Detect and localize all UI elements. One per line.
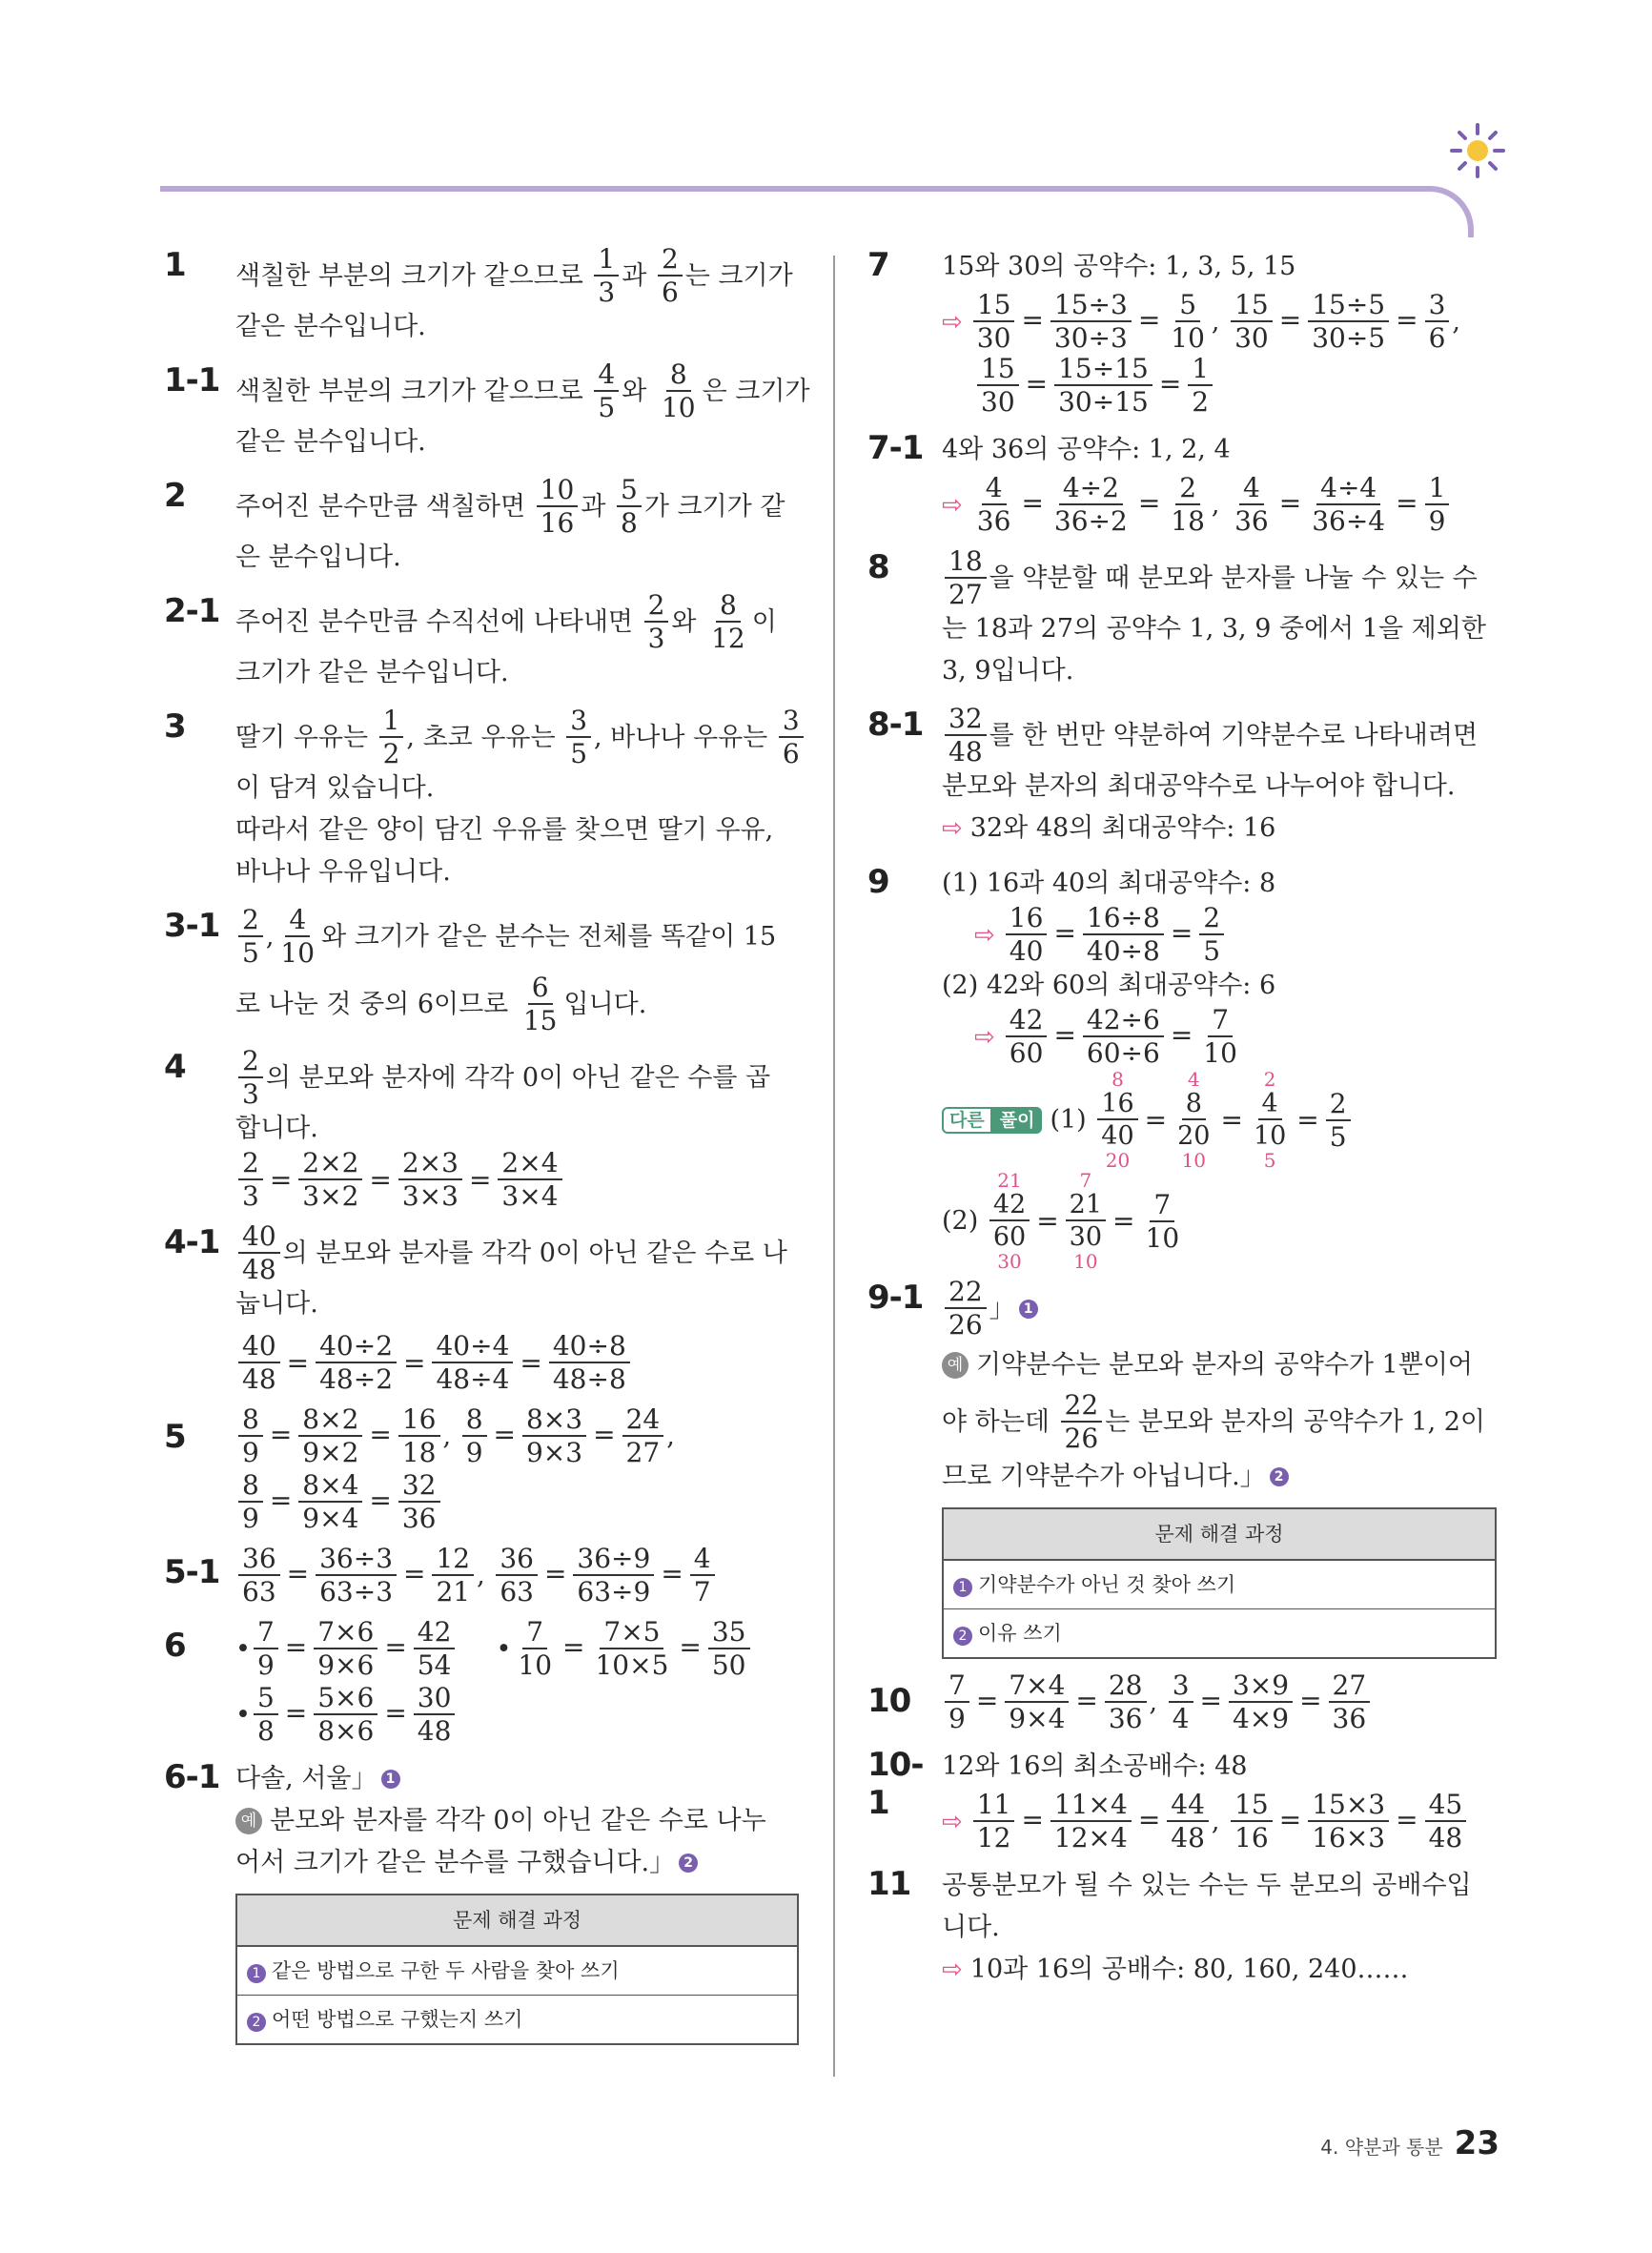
fraction: $\frac{3}{5}$ (566, 707, 591, 768)
column-divider (833, 256, 835, 2077)
problem-number: 1-1 (164, 361, 220, 399)
text: 어서 크기가 같은 분수를 구했습니다.」 (235, 1848, 676, 1877)
cancel-chain: 8 16 40 20 = 4 8 20 10 = 2 4 10 5 = $\frac{2}{5}$ (1094, 1070, 1353, 1172)
chapter-title: 4. 약분과 통분 (1320, 2136, 1443, 2159)
fraction: $\frac{40}{48}$ (238, 1333, 280, 1393)
problem-11 (867, 1865, 1497, 1991)
box-row: 이유 쓰기 (978, 1622, 1062, 1645)
text: 과 (581, 491, 606, 522)
equation: $\frac{36}{63}$ = $\frac{36\div 3}{63\div 3}$ = $\frac{12}{21}$ (235, 1546, 477, 1606)
fraction: $\frac{1}{3}$ (594, 246, 619, 306)
fraction: $\frac{8\times 2}{9\times 2}$ (298, 1406, 362, 1466)
left-column (164, 243, 810, 2045)
right-column (867, 246, 1497, 1991)
fraction: $\frac{42}{60}$ (1006, 1007, 1048, 1067)
fraction: $\frac{2}{5}$ (1199, 905, 1224, 965)
text: 와 (622, 376, 647, 406)
fraction: $\frac{18}{27}$ (945, 548, 987, 608)
text: 4와 36의 공약수: 1, 2, 4 (942, 435, 1231, 464)
fraction: $\frac{1}{2}$ (379, 707, 404, 768)
text: 로 나눈 것 중의 6이므로 (235, 989, 509, 1019)
cancelled-fraction: 21 42 60 30 (989, 1171, 1030, 1273)
fraction: $\frac{27}{36}$ (1329, 1672, 1371, 1732)
fraction: $\frac{22}{26}$ (945, 1279, 987, 1339)
text: 은 분수입니다. (235, 543, 401, 572)
fraction: $\frac{8\times 4}{9\times 4}$ (298, 1472, 362, 1532)
equation: $\frac{7}{10}$ = $\frac{7\times 5}{10\times 5}$ = $\frac{35}{50}$ (511, 1619, 752, 1679)
problem-number: 3 (164, 707, 186, 746)
fraction: $\frac{3}{4}$ (1169, 1672, 1193, 1732)
equation: $\frac{15}{30}$ = $\frac{15\div 5}{30\div 5}$ = $\frac{3}{6}$ (1228, 292, 1452, 352)
text: 같은 분수입니다. (235, 427, 426, 457)
arrow-icon: ⇨ (942, 307, 963, 337)
problem-7-1: 7-1 4와 36의 공약수: 1, 2, 4 ⇨ $\frac{4}{36}$ = $\frac{4\div 2}{36\div 2}$ = $\frac{2}{18}$ , $\frac{4}{36}$ = $\frac{4\div 4}{36\div 4}$ = $\frac{1}{9}$ (867, 429, 1497, 535)
fraction: $\frac{2\times 4}{3\times 4}$ (498, 1150, 561, 1210)
fraction: $\frac{45}{48}$ (1425, 1792, 1467, 1852)
fraction: $\frac{35}{50}$ (708, 1619, 750, 1679)
text: 3, 9입니다. (942, 656, 1074, 686)
fraction: $\frac{3\times 9}{4\times 9}$ (1229, 1672, 1293, 1732)
fraction: $\frac{16\div 8}{40\div 8}$ (1083, 905, 1164, 965)
fraction: $\frac{7\times 5}{10\times 5}$ (595, 1616, 669, 1681)
fraction: $\frac{3}{6}$ (1425, 292, 1450, 352)
problem-9-1: 9-1 $\frac{22}{26}$ 」 1 예 기약분수는 분모와 분자의 공약수가 1뿐이어 야 하는데 $\frac{22}{26}$ 는 분모와 분자의 공약수가 1, 2이 므로 기약분수가 아닙니다.」 2 문제 해결 과정 1 기약분수가 아닌 것 찾아 쓰기 2 이유 쓰기 (867, 1279, 1497, 1659)
fraction: $\frac{2}{3}$ (238, 1048, 263, 1108)
fraction: $\frac{8\times 3}{9\times 3}$ (522, 1406, 586, 1466)
text: 12와 16의 최소공배수: 48 (942, 1751, 1248, 1781)
fraction: $\frac{2}{5}$ (238, 907, 263, 967)
fraction: $\frac{11}{12}$ (973, 1792, 1015, 1852)
problem-number: 9 (867, 863, 889, 901)
problem-3 (164, 707, 799, 893)
text: 크기가 같은 분수입니다. (235, 658, 509, 687)
equation: $\frac{4}{36}$ = $\frac{4\div 2}{36\div 2}$ = $\frac{2}{18}$ (970, 475, 1212, 535)
problem-number: 4-1 (164, 1223, 220, 1261)
fraction: $\frac{15\div 3}{30\div 3}$ (1050, 292, 1132, 352)
fraction: $\frac{24}{27}$ (622, 1406, 664, 1466)
problem-number: 2-1 (164, 592, 220, 630)
text: 합니다. (235, 1114, 318, 1143)
equation: $\frac{7}{9}$ = $\frac{7\times 4}{9\times 4}$ = $\frac{28}{36}$ (942, 1672, 1150, 1732)
text: (2) (942, 1206, 979, 1236)
problem-number: 5-1 (164, 1553, 220, 1591)
equation: $\frac{5}{8}$ = $\frac{5\times 6}{8\times 6}$ = $\frac{30}{48}$ (251, 1685, 459, 1745)
text: 의 분모와 분자에 각각 0이 아닌 같은 수를 곱 (265, 1062, 771, 1093)
text: 분모와 분자의 최대공약수로 나누어야 합니다. (942, 771, 1456, 801)
fraction: $\frac{40\div 4}{48\div 4}$ (432, 1333, 513, 1393)
text: 주어진 분수만큼 수직선에 나타내면 (235, 606, 633, 637)
fraction: $\frac{8}{9}$ (238, 1472, 263, 1532)
fraction: $\frac{30}{48}$ (414, 1685, 456, 1745)
fraction: $\frac{15}{30}$ (977, 356, 1019, 416)
fraction: $\frac{16}{40}$ (1006, 905, 1048, 965)
problem-10: 10 $\frac{7}{9}$ = $\frac{7\times 4}{9\times 4}$ = $\frac{28}{36}$ , $\frac{3}{4}$ = $\frac{3\times 9}{4\times 9}$ = $\frac{27}{36}$ (867, 1672, 1497, 1732)
equation: $\frac{42}{60}$ = $\frac{42\div 6}{60\div 6}$ = $\frac{7}{10}$ (1003, 1007, 1244, 1067)
problem-number: 6-1 (164, 1758, 220, 1796)
equation: $\frac{8}{9}$ = $\frac{8\times 4}{9\times 4}$ = $\frac{32}{36}$ (235, 1472, 443, 1532)
solution-process-box: 문제 해결 과정 1 기약분수가 아닌 것 찾아 쓰기 2 이유 쓰기 (942, 1507, 1497, 1659)
fraction: $\frac{36}{63}$ (496, 1546, 538, 1606)
fraction: $\frac{5}{10}$ (1171, 289, 1205, 354)
problem-number: 6 (164, 1627, 186, 1665)
solution-process-box: 문제 해결 과정 1 같은 방법으로 구한 두 사람을 찾아 쓰기 2 어떤 방법으로 구했는지 쓰기 (235, 1894, 799, 2045)
problem-6-1 (164, 1758, 799, 2045)
fraction: $\frac{40}{48}$ (238, 1223, 280, 1283)
cancelled-fraction: 2 4 10 5 (1253, 1067, 1287, 1172)
text: 과 (622, 260, 647, 291)
problem-number: 7-1 (867, 429, 924, 467)
equation: $\frac{7}{9}$ = $\frac{7\times 6}{9\times 6}$ = $\frac{42}{54}$ (251, 1619, 459, 1679)
box-row: 어떤 방법으로 구했는지 쓰기 (272, 2008, 523, 2031)
problem-number: 9-1 (867, 1279, 924, 1317)
equation: $\frac{36}{63}$ = $\frac{36\div 9}{63\div 9}$ = $\frac{4}{7}$ (493, 1546, 717, 1606)
text: (2) 42와 60의 최대공약수: 6 (942, 971, 1276, 1000)
cancelled-fraction: 4 8 20 10 (1177, 1067, 1211, 1172)
problem-number: 11 (867, 1865, 911, 1903)
text: 가 크기가 같 (643, 491, 785, 522)
fraction: $\frac{16}{18}$ (398, 1406, 440, 1466)
fraction: $\frac{15}{30}$ (1231, 292, 1273, 352)
text: 분모와 분자를 각각 0이 아닌 같은 수로 나누 (270, 1806, 766, 1835)
box-row: 같은 방법으로 구한 두 사람을 찾아 쓰기 (272, 1959, 620, 1982)
box-row: 기약분수가 아닌 것 찾아 쓰기 (978, 1573, 1236, 1596)
problem-4 (164, 1045, 799, 1212)
fraction: $\frac{5\times 6}{8\times 6}$ (314, 1685, 377, 1745)
problem-3-1: 3-1 $\frac{2}{5}$ , $\frac{4}{10}$ 와 크기가 같은 분수는 전체를 똑같이 15 로 나눈 것 중의 6이므로 $\frac{6}{15}$ 입니다. (164, 904, 777, 1036)
example-badge: 예 (235, 1808, 262, 1834)
fraction: $\frac{4}{36}$ (976, 472, 1011, 537)
problem-8 (867, 545, 1497, 692)
fraction: $\frac{7}{9}$ (254, 1619, 278, 1679)
other-solution-badge: 다른 풀이 (942, 1099, 1042, 1141)
fraction: $\frac{8}{10}$ (661, 358, 696, 423)
problem-10-1: 10-1 12와 16의 최소공배수: 48 ⇨ $\frac{11}{12}$ = $\frac{11\times 4}{12\times 4}$ = $\frac{44}{48}$ , $\frac{15}{16}$ = $\frac{15\times 3}{16\times 3}$ = $\frac{45}{48}$ (867, 1746, 1497, 1852)
fraction: $\frac{32}{36}$ (398, 1472, 440, 1532)
text: 같은 분수입니다. (235, 312, 426, 341)
sun-icon (1449, 122, 1506, 179)
fraction: $\frac{42\div 6}{60\div 6}$ (1083, 1007, 1164, 1067)
problem-number: 8-1 (867, 706, 924, 744)
step-badge: 2 (679, 1854, 698, 1873)
fraction: $\frac{4\div 2}{36\div 2}$ (1053, 472, 1128, 537)
text: 와 (671, 606, 697, 637)
fraction: $\frac{40\div 8}{48\div 8}$ (549, 1333, 630, 1393)
fraction: $\frac{4}{7}$ (690, 1546, 715, 1606)
text: 딸기 우유는 (235, 722, 368, 752)
fraction: $\frac{32}{48}$ (945, 706, 987, 766)
equation: $\frac{15}{30}$ = $\frac{15\div 3}{30\div 3}$ = $\frac{5}{10}$ (970, 292, 1212, 352)
fraction: $\frac{7}{9}$ (945, 1672, 969, 1732)
fraction: $\frac{15}{16}$ (1231, 1792, 1273, 1852)
example-badge: 예 (942, 1352, 969, 1379)
cancelled-fraction: 7 21 30 10 (1066, 1171, 1106, 1273)
fraction: $\frac{8}{12}$ (711, 589, 745, 654)
text: 색칠한 부분의 크기가 같으므로 (235, 260, 583, 291)
problem-5-1: 5-1 $\frac{36}{63}$ = $\frac{36\div 3}{63\div 3}$ = $\frac{12}{21}$ , $\frac{36}{63}$ = $\frac{36\div 9}{63\div 9}$ = $\frac{4}{7}$ (164, 1546, 799, 1606)
step-badge: 2 (1270, 1467, 1289, 1486)
equation: $\frac{16}{40}$ = $\frac{16\div 8}{40\div 8}$ = $\frac{2}{5}$ (1003, 905, 1227, 965)
problem-number: 10-1 (867, 1746, 924, 1822)
step-badge: 1 (381, 1770, 400, 1789)
problem-4-1 (164, 1220, 799, 1395)
cancelled-fraction: 8 16 40 20 (1097, 1070, 1137, 1172)
equation: $\frac{15}{16}$ = $\frac{15\times 3}{16\times 3}$ = $\frac{45}{48}$ (1228, 1792, 1469, 1852)
text: 따라서 같은 양이 담긴 우유를 찾으면 딸기 우유, (235, 815, 774, 845)
text: 의 분모와 분자를 각각 0이 아닌 같은 수로 나 (282, 1238, 787, 1268)
fraction: $\frac{2\times 3}{3\times 3}$ (398, 1150, 462, 1210)
fraction: $\frac{44}{48}$ (1167, 1792, 1209, 1852)
problem-number: 3-1 (164, 907, 220, 945)
text: 눕니다. (235, 1289, 318, 1319)
text: 바나나 우유입니다. (235, 857, 451, 887)
fraction: $\frac{7}{10}$ (1145, 1188, 1180, 1254)
cancel-chain: 21 42 60 30 = 7 21 30 10 = $\frac{7}{10}$ (987, 1171, 1186, 1273)
fraction: $\frac{1}{2}$ (1188, 356, 1213, 416)
fraction: $\frac{5}{8}$ (617, 477, 642, 537)
problem-1-1 (164, 358, 810, 463)
box-title: 문제 해결 과정 (944, 1509, 1495, 1561)
text: 입니다. (563, 989, 647, 1019)
text: (1) 16과 40의 최대공약수: 8 (942, 869, 1276, 898)
problem-number: 4 (164, 1048, 186, 1086)
fraction: $\frac{2}{3}$ (644, 592, 669, 652)
equation: $\frac{8}{9}$ = $\frac{8\times 3}{9\times 3}$ = $\frac{24}{27}$ (459, 1406, 667, 1466)
problem-2-1 (164, 589, 799, 694)
text: 는 크기가 (684, 260, 793, 291)
fraction: $\frac{15\times 3}{16\times 3}$ (1308, 1792, 1389, 1852)
fraction: $\frac{36}{63}$ (238, 1546, 280, 1606)
fraction: $\frac{3}{6}$ (779, 707, 804, 768)
text: 10과 16의 공배수: 80, 160, 240…… (969, 1955, 1409, 1984)
text: 를 한 번만 약분하여 기약분수로 나타내려면 (989, 720, 1479, 750)
text: 는 분모와 분자의 공약수가 1, 2이 (1105, 1406, 1485, 1437)
fraction: $\frac{15\div 15}{30\div 15}$ (1054, 356, 1152, 416)
problem-1 (164, 243, 799, 348)
text: 색칠한 부분의 크기가 같으므로 (235, 376, 583, 406)
problem-7: 7 15와 30의 공약수: 1, 3, 5, 15 ⇨ $\frac{15}{30}$ = $\frac{15\div 3}{30\div 3}$ = $\frac{5}{10}$ , $\frac{15}{30}$ = $\frac{15\div 5}{30\div 5}$ = $\frac{3}{6}$ , $\frac{15}{30}$ = $\frac{15\div 15}{30\div 15}$ = $\frac{1}{2}$ (867, 246, 1497, 416)
fraction: $\frac{7}{10}$ (1203, 1004, 1237, 1069)
step-badge: 1 (1019, 1300, 1038, 1319)
fraction: $\frac{42}{54}$ (414, 1619, 456, 1679)
equation: $\frac{8}{9}$ = $\frac{8\times 2}{9\times 2}$ = $\frac{16}{18}$ (235, 1406, 443, 1466)
fraction: $\frac{4\div 4}{36\div 4}$ (1312, 472, 1386, 537)
fraction: $\frac{40\div 2}{48\div 2}$ (316, 1333, 397, 1393)
fraction: $\frac{2\times 2}{3\times 2}$ (298, 1150, 362, 1210)
problem-8-1 (867, 703, 1497, 850)
problem-number: 7 (867, 246, 889, 284)
text: 을 약분할 때 분모와 분자를 나눌 수 있는 수 (989, 563, 1478, 593)
header-rule (160, 186, 1474, 237)
fraction: $\frac{36\div 3}{63\div 3}$ (316, 1546, 397, 1606)
text: 은 크기가 (702, 376, 810, 406)
text: 주어진 분수만큼 색칠하면 (235, 491, 526, 522)
equation: $\frac{11}{12}$ = $\frac{11\times 4}{12\times 4}$ = $\frac{44}{48}$ (970, 1792, 1212, 1852)
arrow-icon: ⇨ (974, 1022, 995, 1052)
problem-number: 2 (164, 477, 186, 515)
text: 기약분수는 분모와 분자의 공약수가 1뿐이어 (976, 1350, 1473, 1380)
problem-number: 10 (867, 1682, 911, 1720)
page-number: 23 (1454, 2124, 1499, 2162)
page-footer (1320, 2124, 1499, 2162)
problem-number: 1 (164, 246, 186, 284)
text: 이 (751, 606, 777, 637)
text: 15와 30의 공약수: 1, 3, 5, 15 (942, 252, 1296, 281)
text: 니다. (942, 1913, 1000, 1942)
fraction: $\frac{2}{18}$ (1171, 472, 1205, 537)
arrow-icon: ⇨ (942, 1807, 963, 1836)
text: , 바나나 우유는 (594, 722, 768, 752)
fraction: $\frac{11\times 4}{12\times 4}$ (1050, 1792, 1132, 1852)
fraction: $\frac{15}{30}$ (973, 292, 1015, 352)
problem-5: 5 $\frac{8}{9}$ = $\frac{8\times 2}{9\times 2}$ = $\frac{16}{18}$ , $\frac{8}{9}$ = $\frac{8\times 3}{9\times 3}$ = $\frac{24}{27}$ , $\frac{8}{9}$ = $\frac{8\times 4}{9\times 4}$ = $\frac{32}{36}$ (164, 1403, 675, 1534)
fraction: $\frac{8}{9}$ (462, 1406, 487, 1466)
fraction: $\frac{28}{36}$ (1105, 1672, 1147, 1732)
text: (1) (1050, 1105, 1087, 1135)
problem-2 (164, 474, 799, 579)
text: 는 18과 27의 공약수 1, 3, 9 중에서 1을 제외한 (942, 614, 1486, 644)
fraction: $\frac{5}{8}$ (254, 1685, 278, 1745)
arrow-icon: ⇨ (942, 814, 963, 843)
equation: $\frac{2}{3}$ = $\frac{2\times 2}{3\times 2}$ = $\frac{2\times 3}{3\times 3}$ = $\frac{2\times 4}{3\times 4}$ (235, 1150, 799, 1210)
text: 공통분모가 될 수 있는 수는 두 분모의 공배수입 (942, 1871, 1472, 1900)
fraction: $\frac{4}{36}$ (1234, 472, 1269, 537)
text: 이 담겨 있습니다. (235, 773, 435, 803)
text: 와 크기가 같은 분수는 전체를 똑같이 15 (321, 921, 777, 952)
arrow-icon: ⇨ (942, 1956, 963, 1984)
fraction: $\frac{2}{3}$ (238, 1150, 263, 1210)
fraction: $\frac{4}{5}$ (594, 361, 619, 421)
text: 32와 48의 최대공약수: 16 (969, 813, 1276, 843)
arrow-icon: ⇨ (942, 490, 963, 520)
equation: $\frac{15}{30}$ = $\frac{15\div 15}{30\div 15}$ = $\frac{1}{2}$ (974, 356, 1215, 416)
fraction: $\frac{7\times 4}{9\times 4}$ (1005, 1672, 1069, 1732)
fraction: $\frac{12}{21}$ (432, 1546, 474, 1606)
fraction: $\frac{1}{9}$ (1425, 475, 1450, 535)
text: , 초코 우유는 (406, 722, 556, 752)
fraction: $\frac{2}{5}$ (1326, 1091, 1351, 1151)
problem-number: 8 (867, 548, 889, 586)
fraction: $\frac{2}{6}$ (658, 246, 683, 306)
problem-9 (867, 863, 1497, 1273)
box-title: 문제 해결 과정 (237, 1895, 797, 1947)
fraction: $\frac{15\div 5}{30\div 5}$ (1308, 292, 1389, 352)
text: 다솔, 서울」 (235, 1764, 377, 1793)
fraction: $\frac{36\div 9}{63\div 9}$ (573, 1546, 654, 1606)
fraction: $\frac{8}{9}$ (238, 1406, 263, 1466)
fraction: $\frac{22}{26}$ (1061, 1392, 1103, 1452)
fraction: $\frac{10}{16}$ (537, 477, 579, 537)
fraction: $\frac{4}{10}$ (280, 904, 316, 969)
equation: $\frac{40}{48}$ = $\frac{40\div 2}{48\div 2}$ = $\frac{40\div 4}{48\div 4}$ = $\frac{40\div 8}{48\div 8}$ (235, 1333, 799, 1393)
fraction: $\frac{7\times 6}{9\times 6}$ (314, 1619, 377, 1679)
equation: $\frac{3}{4}$ = $\frac{3\times 9}{4\times 9}$ = $\frac{27}{36}$ (1166, 1672, 1374, 1732)
text: 야 하는데 (942, 1406, 1050, 1437)
equation: $\frac{4}{36}$ = $\frac{4\div 4}{36\div 4}$ = $\frac{1}{9}$ (1228, 475, 1452, 535)
fraction: $\frac{6}{15}$ (522, 972, 558, 1036)
fraction: $\frac{7}{10}$ (518, 1616, 553, 1681)
problem-6: 6 • $\frac{7}{9}$ = $\frac{7\times 6}{9\times 6}$ = $\frac{42}{54}$ • $\frac{7}{10}$ = $\frac{7\times 5}{10\times 5}$ = $\frac{35}{50}$ • $\frac{5}{8}$ = $\frac{5\times 6}{8\times 6}$ = $\frac{30}{48}$ (164, 1619, 799, 1745)
arrow-icon: ⇨ (974, 920, 995, 950)
problem-number: 5 (164, 1418, 186, 1456)
text: 므로 기약분수가 아닙니다.」 (942, 1462, 1266, 1491)
